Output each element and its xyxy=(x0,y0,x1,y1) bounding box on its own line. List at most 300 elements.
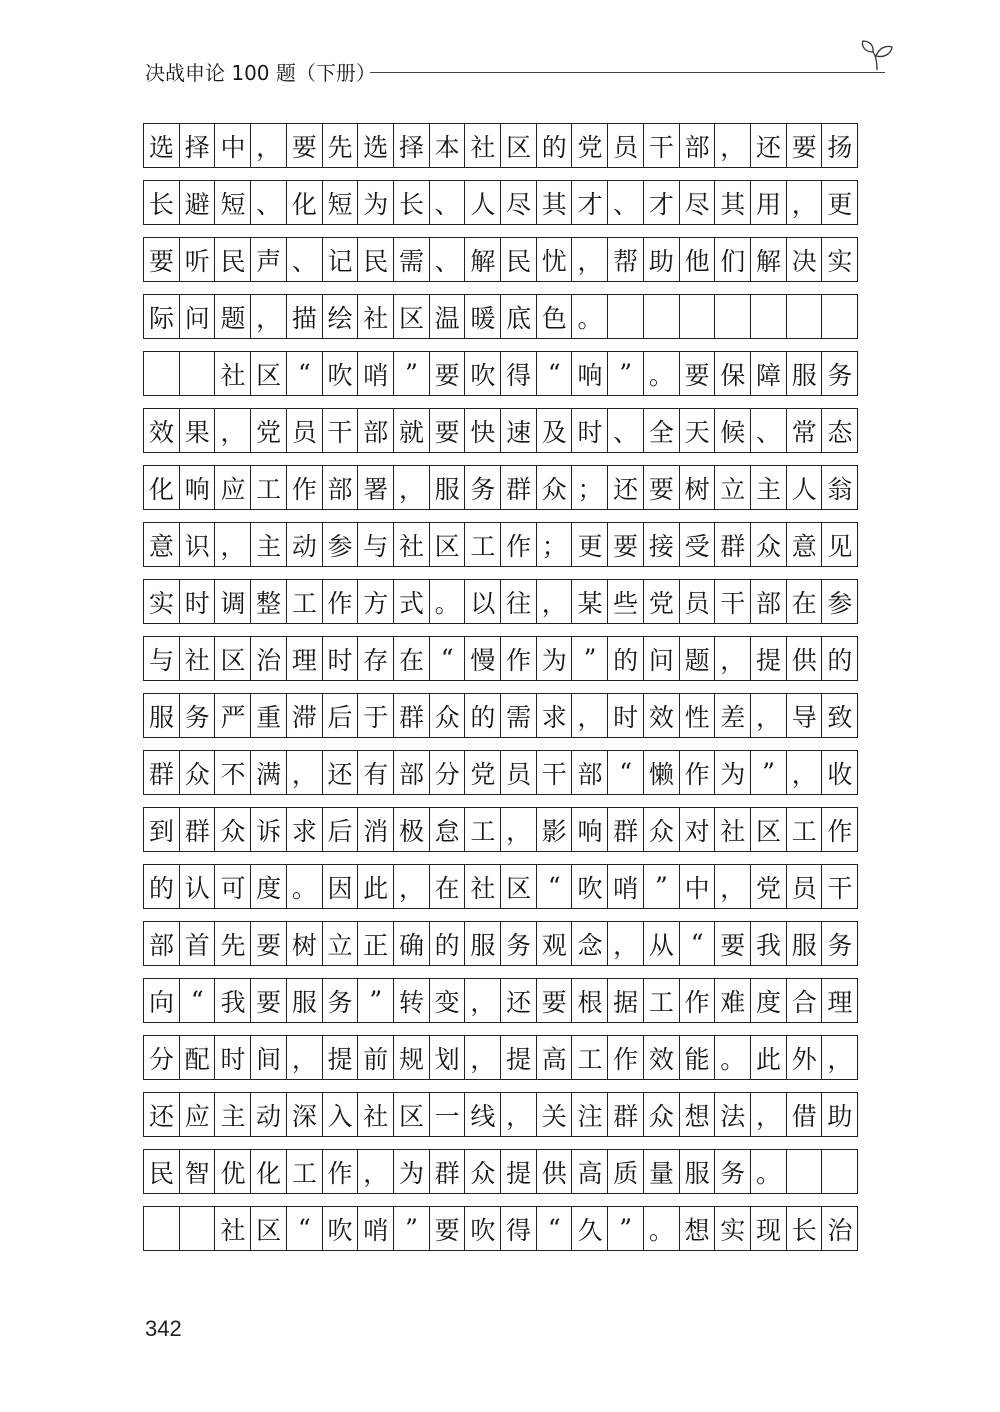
grid-cell: 区 xyxy=(214,636,251,681)
grid-cell: ” xyxy=(393,1206,430,1251)
grid-cell: 要 xyxy=(429,351,466,396)
grid-cell: “ xyxy=(607,750,644,795)
grid-row xyxy=(143,351,885,396)
grid-cell: 理 xyxy=(821,978,858,1023)
grid-cell: 导 xyxy=(786,693,823,738)
grid-cell: 众 xyxy=(179,750,216,795)
grid-cell: ” xyxy=(607,1206,644,1251)
grid-cell: 诉 xyxy=(250,807,287,852)
grid-cell: ， xyxy=(214,408,251,453)
grid-cell: 法 xyxy=(714,1092,751,1137)
grid-cell: ， xyxy=(786,750,823,795)
grid-cell: 意 xyxy=(786,522,823,567)
grid-cell: 员 xyxy=(286,408,323,453)
grid-cell: 我 xyxy=(750,921,787,966)
grid-cell: 滞 xyxy=(286,693,323,738)
grid-cell: 提 xyxy=(750,636,787,681)
grid-cell: 态 xyxy=(821,408,858,453)
grid-cell: 还 xyxy=(322,750,359,795)
grid-cell xyxy=(179,351,216,396)
grid-cell: 、 xyxy=(750,408,787,453)
grid-cell: 要 xyxy=(143,237,180,282)
grid-cell: ， xyxy=(536,579,573,624)
grid-cell: 治 xyxy=(250,636,287,681)
grid-cell: 才 xyxy=(571,180,608,225)
grid-row xyxy=(143,408,885,453)
grid-cell: 中 xyxy=(679,864,716,909)
grid-cell: 题 xyxy=(679,636,716,681)
grid-cell: 干 xyxy=(643,123,680,168)
grid-cell: ， xyxy=(750,693,787,738)
grid-cell: 后 xyxy=(322,807,359,852)
grid-cell: 众 xyxy=(429,693,466,738)
grid-cell: 。 xyxy=(286,864,323,909)
grid-cell: 在 xyxy=(393,636,430,681)
grid-cell: 温 xyxy=(429,294,466,339)
grid-cell: 务 xyxy=(500,921,537,966)
grid-cell: 度 xyxy=(250,864,287,909)
grid-cell: 见 xyxy=(821,522,858,567)
grid-cell: 助 xyxy=(821,1092,858,1137)
grid-cell: 的 xyxy=(429,921,466,966)
grid-cell: 众 xyxy=(536,465,573,510)
grid-cell: 群 xyxy=(607,807,644,852)
grid-cell: 为 xyxy=(714,750,751,795)
grid-cell: 分 xyxy=(429,750,466,795)
grid-cell xyxy=(750,294,787,339)
grid-cell: 区 xyxy=(429,522,466,567)
grid-cell: 作 xyxy=(679,750,716,795)
grid-cell: 立 xyxy=(322,921,359,966)
grid-cell: 效 xyxy=(643,693,680,738)
grid-cell: 此 xyxy=(357,864,394,909)
grid-cell: 部 xyxy=(679,123,716,168)
grid-cell: ， xyxy=(607,921,644,966)
grid-cell: 问 xyxy=(179,294,216,339)
grid-cell: 工 xyxy=(571,1035,608,1080)
grid-row xyxy=(143,750,885,795)
grid-cell: ” xyxy=(643,864,680,909)
grid-cell: 想 xyxy=(679,1206,716,1251)
grid-cell: 。 xyxy=(571,294,608,339)
grid-cell: 候 xyxy=(714,408,751,453)
grid-cell: 久 xyxy=(571,1206,608,1251)
grid-cell: 服 xyxy=(464,921,501,966)
grid-cell: 干 xyxy=(714,579,751,624)
grid-cell: 想 xyxy=(679,1092,716,1137)
grid-cell: 翁 xyxy=(821,465,858,510)
grid-cell: 量 xyxy=(643,1149,680,1194)
grid-cell: 要 xyxy=(536,978,573,1023)
grid-cell: 哨 xyxy=(607,864,644,909)
grid-cell: ， xyxy=(500,807,537,852)
grid-cell: 应 xyxy=(179,1092,216,1137)
grid-cell: 我 xyxy=(214,978,251,1023)
grid-cell: 社 xyxy=(464,123,501,168)
grid-cell: 。 xyxy=(643,1206,680,1251)
grid-cell: 他 xyxy=(679,237,716,282)
grid-cell: 从 xyxy=(643,921,680,966)
grid-row xyxy=(143,1206,885,1251)
grid-row xyxy=(143,921,885,966)
grid-cell: ， xyxy=(286,750,323,795)
grid-cell: 、 xyxy=(286,237,323,282)
grid-row xyxy=(143,579,885,624)
grid-cell: 差 xyxy=(714,693,751,738)
grid-cell: 务 xyxy=(821,351,858,396)
grid-cell: 民 xyxy=(143,1149,180,1194)
grid-cell: 智 xyxy=(179,1149,216,1194)
grid-cell: 。 xyxy=(429,579,466,624)
grid-cell: 参 xyxy=(322,522,359,567)
grid-cell: 动 xyxy=(250,1092,287,1137)
grid-cell: 响 xyxy=(571,351,608,396)
grid-cell: 暖 xyxy=(464,294,501,339)
grid-cell: 参 xyxy=(821,579,858,624)
grid-cell: 据 xyxy=(607,978,644,1023)
grid-cell: 作 xyxy=(286,465,323,510)
grid-cell: 长 xyxy=(393,180,430,225)
grid-cell: 深 xyxy=(286,1092,323,1137)
grid-cell: 务 xyxy=(821,921,858,966)
grid-cell: “ xyxy=(536,1206,573,1251)
grid-cell: 用 xyxy=(750,180,787,225)
grid-cell: 群 xyxy=(607,1092,644,1137)
grid-cell: 底 xyxy=(500,294,537,339)
grid-cell: 响 xyxy=(571,807,608,852)
grid-cell: 消 xyxy=(357,807,394,852)
grid-cell: 不 xyxy=(214,750,251,795)
grid-cell: 就 xyxy=(393,408,430,453)
grid-cell: 部 xyxy=(322,465,359,510)
grid-cell: 群 xyxy=(500,465,537,510)
grid-cell: 民 xyxy=(500,237,537,282)
grid-row xyxy=(143,864,885,909)
grid-cell: 时 xyxy=(179,579,216,624)
grid-cell: ； xyxy=(536,522,573,567)
grid-cell: 的 xyxy=(607,636,644,681)
grid-cell: 作 xyxy=(607,1035,644,1080)
grid-cell: 在 xyxy=(786,579,823,624)
grid-cell: 员 xyxy=(607,123,644,168)
grid-cell: 时 xyxy=(607,693,644,738)
grid-cell: 区 xyxy=(500,864,537,909)
grid-cell: 社 xyxy=(179,636,216,681)
grid-cell: 重 xyxy=(250,693,287,738)
grid-cell: ， xyxy=(357,1149,394,1194)
grid-cell: 吹 xyxy=(464,1206,501,1251)
grid-cell: 本 xyxy=(429,123,466,168)
grid-cell: 速 xyxy=(500,408,537,453)
page-number: 342 xyxy=(145,1316,182,1341)
grid-cell: 区 xyxy=(250,1206,287,1251)
grid-cell: 哨 xyxy=(357,351,394,396)
grid-cell xyxy=(143,1206,180,1251)
grid-cell: 根 xyxy=(571,978,608,1023)
grid-cell: 作 xyxy=(500,522,537,567)
grid-cell: 吹 xyxy=(464,351,501,396)
grid-cell: 、 xyxy=(607,408,644,453)
grid-cell: 首 xyxy=(179,921,216,966)
grid-cell: ” xyxy=(571,636,608,681)
grid-cell: 求 xyxy=(536,693,573,738)
grid-cell: 社 xyxy=(464,864,501,909)
grid-cell: 质 xyxy=(607,1149,644,1194)
grid-cell: 党 xyxy=(643,579,680,624)
grid-cell: 现 xyxy=(750,1206,787,1251)
grid-cell: 扬 xyxy=(821,123,858,168)
grid-cell: 要 xyxy=(429,408,466,453)
grid-cell: ， xyxy=(714,864,751,909)
grid-cell: 干 xyxy=(322,408,359,453)
grid-cell: 式 xyxy=(393,579,430,624)
grid-cell: 变 xyxy=(429,978,466,1023)
grid-cell: 要 xyxy=(429,1206,466,1251)
grid-cell: 怠 xyxy=(429,807,466,852)
grid-cell: 解 xyxy=(464,237,501,282)
grid-cell: 主 xyxy=(750,465,787,510)
grid-cell: ， xyxy=(393,465,430,510)
grid-cell: ， xyxy=(214,522,251,567)
grid-cell: 工 xyxy=(250,465,287,510)
grid-cell: 收 xyxy=(821,750,858,795)
grid-cell: 干 xyxy=(821,864,858,909)
grid-cell: 合 xyxy=(786,978,823,1023)
grid-cell: 到 xyxy=(143,807,180,852)
grid-cell: 时 xyxy=(322,636,359,681)
grid-cell: 党 xyxy=(464,750,501,795)
grid-cell: 助 xyxy=(643,237,680,282)
grid-cell: 哨 xyxy=(357,1206,394,1251)
grid-cell: 要 xyxy=(607,522,644,567)
grid-cell: 择 xyxy=(393,123,430,168)
grid-cell: 听 xyxy=(179,237,216,282)
grid-cell: 服 xyxy=(429,465,466,510)
grid-cell: 转 xyxy=(393,978,430,1023)
grid-cell: 治 xyxy=(821,1206,858,1251)
grid-cell: 天 xyxy=(679,408,716,453)
grid-cell: 还 xyxy=(500,978,537,1023)
header-rule xyxy=(370,72,885,73)
grid-cell xyxy=(786,294,823,339)
sprout-icon xyxy=(857,36,897,76)
grid-cell: 些 xyxy=(607,579,644,624)
grid-cell: 解 xyxy=(750,237,787,282)
grid-cell: 。 xyxy=(643,351,680,396)
grid-cell: ” xyxy=(607,351,644,396)
grid-row xyxy=(143,636,885,681)
grid-cell: 接 xyxy=(643,522,680,567)
grid-cell xyxy=(786,1149,823,1194)
grid-cell: 与 xyxy=(357,522,394,567)
grid-cell: 要 xyxy=(250,978,287,1023)
grid-row xyxy=(143,237,885,282)
grid-cell: 群 xyxy=(179,807,216,852)
grid-cell xyxy=(607,294,644,339)
grid-cell: 时 xyxy=(571,408,608,453)
grid-cell: 作 xyxy=(679,978,716,1023)
grid-cell: ， xyxy=(500,1092,537,1137)
grid-cell: 避 xyxy=(179,180,216,225)
grid-cell: 吹 xyxy=(322,1206,359,1251)
grid-cell: 部 xyxy=(357,408,394,453)
grid-cell: 度 xyxy=(750,978,787,1023)
grid-cell: 观 xyxy=(536,921,573,966)
grid-cell: 关 xyxy=(536,1092,573,1137)
grid-cell: ， xyxy=(286,1035,323,1080)
grid-cell: 党 xyxy=(250,408,287,453)
grid-cell: 工 xyxy=(464,522,501,567)
grid-row xyxy=(143,465,885,510)
grid-cell: 应 xyxy=(214,465,251,510)
grid-cell: 障 xyxy=(750,351,787,396)
grid-cell: 长 xyxy=(143,180,180,225)
grid-cell: 一 xyxy=(429,1092,466,1137)
grid-cell: 决 xyxy=(786,237,823,282)
grid-cell: 服 xyxy=(143,693,180,738)
grid-cell: 时 xyxy=(214,1035,251,1080)
grid-cell: 社 xyxy=(357,1092,394,1137)
grid-row xyxy=(143,294,885,339)
grid-cell: 需 xyxy=(500,693,537,738)
grid-cell: 更 xyxy=(571,522,608,567)
grid-cell: 受 xyxy=(679,522,716,567)
grid-row xyxy=(143,807,885,852)
grid-cell xyxy=(714,294,751,339)
grid-cell: 配 xyxy=(179,1035,216,1080)
grid-cell: 划 xyxy=(429,1035,466,1080)
grid-cell: 尽 xyxy=(500,180,537,225)
grid-cell: 为 xyxy=(357,180,394,225)
grid-cell xyxy=(179,1206,216,1251)
grid-cell: 常 xyxy=(786,408,823,453)
grid-cell: 实 xyxy=(821,237,858,282)
grid-cell: 区 xyxy=(393,1092,430,1137)
grid-cell: ， xyxy=(714,123,751,168)
grid-cell: ， xyxy=(786,180,823,225)
grid-cell: 的 xyxy=(464,693,501,738)
grid-cell: 人 xyxy=(786,465,823,510)
grid-cell: 能 xyxy=(679,1035,716,1080)
grid-cell: 声 xyxy=(250,237,287,282)
grid-cell: 实 xyxy=(714,1206,751,1251)
grid-cell: 。 xyxy=(750,1149,787,1194)
grid-cell: 众 xyxy=(643,1092,680,1137)
grid-cell: 中 xyxy=(214,123,251,168)
grid-cell: 有 xyxy=(357,750,394,795)
grid-cell: 全 xyxy=(643,408,680,453)
grid-cell: ， xyxy=(821,1035,858,1080)
grid-cell: 作 xyxy=(322,579,359,624)
grid-cell: 部 xyxy=(143,921,180,966)
grid-cell: ， xyxy=(571,237,608,282)
grid-cell: 间 xyxy=(250,1035,287,1080)
grid-cell: 人 xyxy=(464,180,501,225)
grid-cell: 果 xyxy=(179,408,216,453)
grid-cell: 际 xyxy=(143,294,180,339)
grid-cell: 得 xyxy=(500,1206,537,1251)
grid-cell: ， xyxy=(464,978,501,1023)
grid-row xyxy=(143,1035,885,1080)
grid-cell: 员 xyxy=(786,864,823,909)
grid-cell: 群 xyxy=(143,750,180,795)
grid-cell: 色 xyxy=(536,294,573,339)
grid-cell: 难 xyxy=(714,978,751,1023)
grid-cell: 致 xyxy=(821,693,858,738)
grid-cell: 们 xyxy=(714,237,751,282)
grid-cell: 实 xyxy=(143,579,180,624)
grid-cell: 与 xyxy=(143,636,180,681)
grid-row xyxy=(143,1149,885,1194)
grid-cell: 部 xyxy=(393,750,430,795)
grid-cell: 党 xyxy=(571,123,608,168)
grid-cell: 问 xyxy=(643,636,680,681)
grid-cell: 性 xyxy=(679,693,716,738)
grid-cell: 树 xyxy=(286,921,323,966)
grid-cell: 、 xyxy=(607,180,644,225)
grid-cell: 效 xyxy=(143,408,180,453)
grid-cell: ” xyxy=(357,978,394,1023)
grid-cell: 的 xyxy=(821,636,858,681)
grid-cell: 民 xyxy=(214,237,251,282)
grid-cell: 短 xyxy=(322,180,359,225)
grid-cell xyxy=(679,294,716,339)
grid-cell: 服 xyxy=(786,921,823,966)
grid-cell: 务 xyxy=(714,1149,751,1194)
grid-cell: 部 xyxy=(571,750,608,795)
grid-cell: 的 xyxy=(143,864,180,909)
grid-cell: 调 xyxy=(214,579,251,624)
grid-cell: 往 xyxy=(500,579,537,624)
grid-cell: 众 xyxy=(750,522,787,567)
grid-cell: 优 xyxy=(214,1149,251,1194)
grid-cell: 以 xyxy=(464,579,501,624)
grid-cell: 先 xyxy=(214,921,251,966)
grid-cell: 保 xyxy=(714,351,751,396)
grid-cell: 为 xyxy=(393,1149,430,1194)
grid-cell: 认 xyxy=(179,864,216,909)
grid-cell: 主 xyxy=(250,522,287,567)
grid-cell: 描 xyxy=(286,294,323,339)
grid-cell: 借 xyxy=(786,1092,823,1137)
grid-cell: 署 xyxy=(357,465,394,510)
grid-cell: ， xyxy=(464,1035,501,1080)
grid-cell: ， xyxy=(250,123,287,168)
grid-cell: ” xyxy=(750,750,787,795)
grid-cell: 还 xyxy=(143,1092,180,1137)
grid-cell: ， xyxy=(714,636,751,681)
grid-row xyxy=(143,180,885,225)
grid-cell: 社 xyxy=(357,294,394,339)
grid-cell: 社 xyxy=(214,351,251,396)
grid-cell: 要 xyxy=(250,921,287,966)
grid-cell: 供 xyxy=(786,636,823,681)
grid-cell: 正 xyxy=(357,921,394,966)
grid-cell: 工 xyxy=(286,579,323,624)
grid-cell: 还 xyxy=(750,123,787,168)
grid-cell: 。 xyxy=(714,1035,751,1080)
grid-cell: 化 xyxy=(250,1149,287,1194)
grid-cell: 区 xyxy=(250,351,287,396)
grid-cell: 要 xyxy=(643,465,680,510)
grid-cell: 记 xyxy=(322,237,359,282)
grid-cell: 影 xyxy=(536,807,573,852)
grid-cell: 分 xyxy=(143,1035,180,1080)
grid-cell: 、 xyxy=(429,180,466,225)
grid-row xyxy=(143,693,885,738)
grid-cell: 党 xyxy=(750,864,787,909)
grid-cell: 员 xyxy=(500,750,537,795)
